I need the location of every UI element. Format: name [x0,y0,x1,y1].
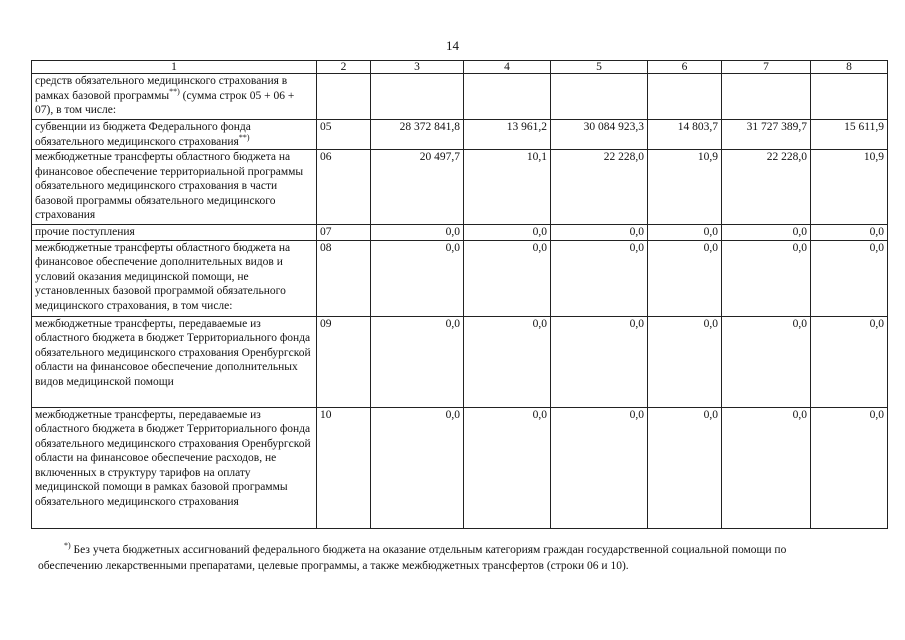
row-value-col-6: 0,0 [648,240,722,316]
row-value-col-4: 10,1 [464,150,551,225]
row-description [32,225,317,241]
row-value-col-6 [648,74,722,120]
row-value-col-4: 0,0 [464,316,551,407]
row-description-footnote-mark: **) [238,132,250,142]
row-value-col-3: 20 497,7 [371,150,464,225]
row-value-col-5: 0,0 [551,240,648,316]
row-value-col-5: 22 228,0 [551,150,648,225]
row-value-col-4 [464,74,551,120]
row-description-tail: (сумма строк 05 + 06 + 07), в том числе: [35,89,295,116]
table-row [32,407,888,528]
row-value-col-7 [722,74,811,120]
row-description [32,150,317,225]
footnote-text: Без учета бюджетных ассигнований федерального бюджета на оказание отдельным категориям граждан государственной социальной помощи по обеспечению лекарственными препаратами, целевые программы, а также межбюджетных трансфертов (строки 06 и 10). [38,544,787,572]
row-description [32,407,317,528]
row-value-col-3 [371,74,464,120]
row-code: 09 [317,316,371,407]
table-row [32,316,888,407]
row-value-col-7: 0,0 [722,225,811,241]
header-cell-4: 4 [464,61,551,74]
row-description-text: межбюджетные трансферты, передаваемые из областного бюджета в бюджет Территориального фонда обязательного медицинского страхования Оренбургской области на финансовое обеспечение дополнительных видов медицинской помощи [35,317,311,388]
row-code: 07 [317,225,371,241]
row-code [317,74,371,120]
row-value-col-5: 0,0 [551,316,648,407]
row-value-col-5: 0,0 [551,407,648,528]
row-value-col-7: 0,0 [722,240,811,316]
row-value-col-5 [551,74,648,120]
row-value-col-3: 0,0 [371,407,464,528]
row-value-col-5: 30 084 923,3 [551,120,648,150]
row-value-col-3: 28 372 841,8 [371,120,464,150]
row-value-col-8: 0,0 [811,316,888,407]
row-code: 05 [317,120,371,150]
row-description [32,240,317,316]
header-cell-3: 3 [371,61,464,74]
row-value-col-3: 0,0 [371,225,464,241]
table-row [32,240,888,316]
row-value-col-7: 31 727 389,7 [722,120,811,150]
header-cell-7: 7 [722,61,811,74]
budget-table [31,60,888,529]
table-body [32,74,888,529]
footnote [38,542,853,574]
row-value-col-8: 0,0 [811,240,888,316]
row-value-col-4: 0,0 [464,240,551,316]
table-row [32,225,888,241]
row-description [32,120,317,150]
row-description [32,74,317,120]
row-description [32,316,317,407]
row-value-col-3: 0,0 [371,240,464,316]
row-value-col-7: 0,0 [722,316,811,407]
row-description-text: межбюджетные трансферты областного бюджета на финансовое обеспечение дополнительных видов и условий оказания медицинской помощи, не установленных базовой программой обязательного медицинского страхования, в том числе: [35,241,291,312]
row-description-text: прочие поступления [35,226,135,238]
row-code: 06 [317,150,371,225]
row-value-col-3: 0,0 [371,316,464,407]
header-cell-6: 6 [648,61,722,74]
header-cell-8: 8 [811,61,888,74]
row-value-col-4: 0,0 [464,225,551,241]
header-cell-2: 2 [317,61,371,74]
row-description-text: межбюджетные трансферты, передаваемые из областного бюджета в бюджет Территориального фонда обязательного медицинского страхования Оренбургской области на финансовое обеспечение расходов, не включенных в структуру тарифов на оплату медицинской помощи в рамках базовой программы обязательного медицинского страхования [35,408,311,508]
table-row [32,120,888,150]
row-description-text: средств обязательного медицинского страхования в рамках базовой программы [35,75,288,102]
row-value-col-7: 0,0 [722,407,811,528]
footnote-mark: *) [64,541,71,551]
header-cell-1: 1 [32,61,317,74]
row-value-col-8: 0,0 [811,225,888,241]
header-row [32,61,888,74]
row-description-footnote-mark: **) [169,86,180,96]
table-row [32,150,888,225]
row-value-col-6: 0,0 [648,316,722,407]
row-value-col-4: 13 961,2 [464,120,551,150]
row-code: 10 [317,407,371,528]
table-row [32,74,888,120]
page-number: 14 [446,38,459,53]
row-value-col-4: 0,0 [464,407,551,528]
row-value-col-8 [811,74,888,120]
row-code: 08 [317,240,371,316]
row-value-col-7: 22 228,0 [722,150,811,225]
row-value-col-6: 0,0 [648,225,722,241]
header-cell-5: 5 [551,61,648,74]
row-value-col-8: 0,0 [811,407,888,528]
row-value-col-6: 10,9 [648,150,722,225]
row-description-text: субвенции из бюджета Федерального фонда обязательного медицинского страхования [35,121,251,148]
row-value-col-8: 15 611,9 [811,120,888,150]
row-value-col-6: 0,0 [648,407,722,528]
row-description-text: межбюджетные трансферты областного бюджета на финансовое обеспечение территориальной программы обязательного медицинского страхования в части базовой программы обязательного медицинского страхования [35,151,304,221]
row-value-col-8: 10,9 [811,150,888,225]
row-value-col-5: 0,0 [551,225,648,241]
row-value-col-6: 14 803,7 [648,120,722,150]
